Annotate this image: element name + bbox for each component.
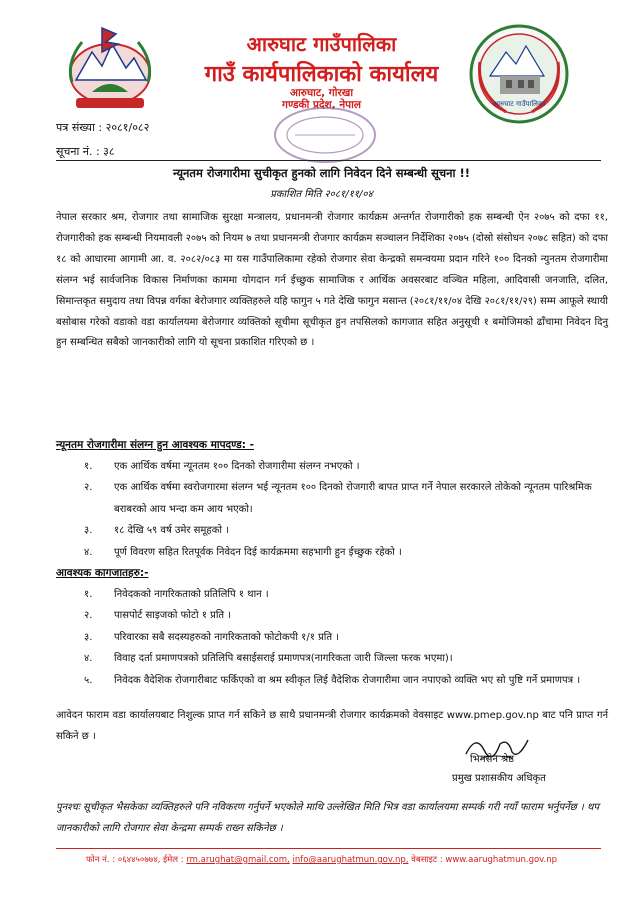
municipality-name: आरुघाट गाउँपालिका: [246, 32, 397, 56]
office-stamp-icon: [270, 104, 380, 166]
postscript-note: पुनश्चः सूचीकृत भैसकेका व्यक्तिहरुले पनि नविकरण गर्नुपर्ने भएकोले माथि उल्लेखित मिति भित्र वडा कार्यालयमा सम्पर्क गरी नयाँ फाराम भर्नुपर्नेछ । थप जानकारीको लागि रोजगार सेवा केन्द्रमा सम्पर्क राख्न सकिनेछ ।: [56, 802, 600, 834]
documents-list: [84, 584, 604, 691]
list-item: [84, 584, 604, 605]
item-text: निवेदक वैदेशिक रोजगारीबाट फर्किएको वा श्रम स्वीकृत लिई वैदेशिक रोजगारीमा जान नपाएको व्यक्ति भए सो पुष्टि गर्ने प्रमाणपत्र ।: [114, 674, 581, 686]
footer-contact: [0, 854, 643, 865]
logo-caption: आरुघाट गाउँपालिका: [492, 100, 546, 108]
footer-website-label: वेबसाइट :: [411, 855, 443, 865]
website-link[interactable]: www.aarughatmun.gov.np: [445, 855, 558, 865]
footer-email-label: ईमेल :: [163, 855, 184, 865]
list-item: [84, 670, 604, 691]
criteria-heading: न्यूनतम रोजगारीमा संलग्न हुन आवश्यक मापदण्ड: -: [56, 439, 254, 451]
item-number: ४.: [84, 546, 93, 558]
item-number: ३.: [84, 631, 93, 643]
list-item: [84, 605, 604, 626]
item-text: पासपोर्ट साइजको फोटो १ प्रति ।: [114, 610, 232, 622]
email-link-2[interactable]: info@aarughatmun.gov.np,: [292, 855, 409, 865]
item-number: २.: [84, 610, 93, 622]
office-name: गाउँ कार्यपालिकाको कार्यालय: [204, 62, 439, 87]
notice-subject: न्यूनतम रोजगारीमा सुचीकृत हुनको लागि निवेदन दिने सम्बन्धी सूचना !!: [172, 166, 471, 180]
item-number: ५.: [84, 674, 93, 686]
item-number: २.: [84, 482, 93, 494]
footer-phone: फोन नं. : ०६४४५०७७४,: [85, 855, 161, 865]
notice-body: नेपाल सरकार श्रम, रोजगार तथा सामाजिक सुरक्षा मन्त्रालय, प्रधानमन्त्री रोजगार कार्यक्रम अन्तर्गत रोजगारीको हक सम्बन्धी ऐन २०७५ को दफा ११, रोजगारीको हक सम्बन्धी नियमावली २०७५ को नियम ७ तथा प्रधानमन्त्री रोजगार कार्यक्रम सञ्चालन निर्देशिका २०७५ (दोस्रो संसोधन २०७८ सहित) को दफा १८ को आधारमा आगामी आ. व. २०८२/०८३ मा यस गाउँपालिकामा रहेको रोजगार सेवा केन्द्रको समन्वयमा प्रदान गरिने १०० दिनको न्युनतम रोजगारीमा संलग्न भई सार्वजनिक विकास निर्माणका काममा योगदान गर्न ईच्छुक सामाजिक र आर्थिक अवसरबाट वञ्चित महिला, आदिवासी जनजाति, दलित, सिमान्तकृत समुदाय तथा विपन्न वर्गका बेरोजगार व्यक्तिहरुले यहि फागुन ५ गते देखि फागुन मसान्त (२०८१/११/०४ देखि २०८१/११/२९) सम्म आफूले स्थायी बसोबास गरेको वडाको वडा कार्यालयमा बेरोजगार व्यक्तिको सूचीमा सूचीकृत हुन तपसिलको कागजात सहित अनुसूची १ बमोजिमको ढाँचामा निवेदन दिनु हुन सम्बन्धित सबैको जानकारीको लागि यो सूचना प्रकाशित गरिएको छ ।: [56, 212, 608, 349]
signer-title: प्रमुख प्रशासकीय अधिकृत: [452, 773, 546, 784]
list-item: [84, 520, 604, 541]
list-item: [84, 627, 604, 648]
signer-name: भिमसेन श्रेष्ठ: [470, 754, 515, 765]
header-divider: [56, 160, 601, 161]
list-item: [84, 477, 604, 520]
letter-number: पत्र संख्या : २०८१/०८२: [56, 121, 150, 134]
item-number: ३.: [84, 525, 93, 537]
item-text: परिवारका सबै सदस्यहरुको नागरिकताको फोटोकपी १/१ प्रति ।: [114, 631, 340, 643]
item-text: निवेदकको नागरिकताको प्रतिलिपि १ थान ।: [114, 589, 269, 600]
list-item: [84, 456, 604, 477]
list-item: [84, 542, 604, 563]
email-link-1[interactable]: rm.arughat@gmail.com,: [186, 855, 290, 865]
item-text: विवाह दर्ता प्रमाणपत्रको प्रतिलिपि बसाईसराई प्रमाणपत्र(नागरिकता जारी जिल्ला फरक भएमा)।: [114, 653, 453, 665]
documents-heading: आवश्यक कागजातहरु:-: [56, 567, 149, 579]
item-number: १.: [84, 589, 93, 600]
list-item: [84, 648, 604, 669]
item-text: पूर्ण विवरण सहित रितपूर्वक निवेदन दिई कार्यक्रममा सहभागी हुन ईच्छुक रहेको ।: [114, 546, 402, 558]
item-text: एक आर्थिक वर्षमा स्वरोजगारमा संलग्न भई न्यूनतम १०० दिनको रोजगारी बापत प्राप्त गर्ने नेपाल सरकारले तोकेको न्यूनतम पारिश्रमिक बराबरको आय भन्दा कम आय भएको।: [114, 482, 592, 515]
municipality-logo-icon: [466, 22, 572, 126]
item-number: १.: [84, 461, 93, 472]
closing-paragraph: आवेदन फाराम वडा कार्यालयबाट निशुल्क प्राप्त गर्न सकिने छ साथै प्रधानमन्त्री रोजगार कार्यक्रमको वेवसाइट www.pmep.gov.np बाट पनि प्राप्त गर्न सकिने छ ।: [56, 710, 608, 742]
notice-number: सूचना नं. : ३८: [56, 145, 115, 158]
item-text: १८ देखि ५९ वर्ष उमेर समूहको ।: [114, 525, 229, 537]
item-text: एक आर्थिक वर्षमा न्यूनतम १०० दिनको रोजगारीमा संलग्न नभएको ।: [114, 461, 360, 472]
office-location: आरुघाट, गोरखा: [289, 87, 354, 99]
criteria-list: [84, 456, 604, 563]
office-province: गण्डकी प्रदेश, नेपाल: [282, 99, 361, 111]
footer-divider: [56, 848, 601, 849]
item-number: ४.: [84, 653, 93, 665]
published-date: प्रकाशित मिति २०८१/११/०४: [270, 189, 373, 200]
